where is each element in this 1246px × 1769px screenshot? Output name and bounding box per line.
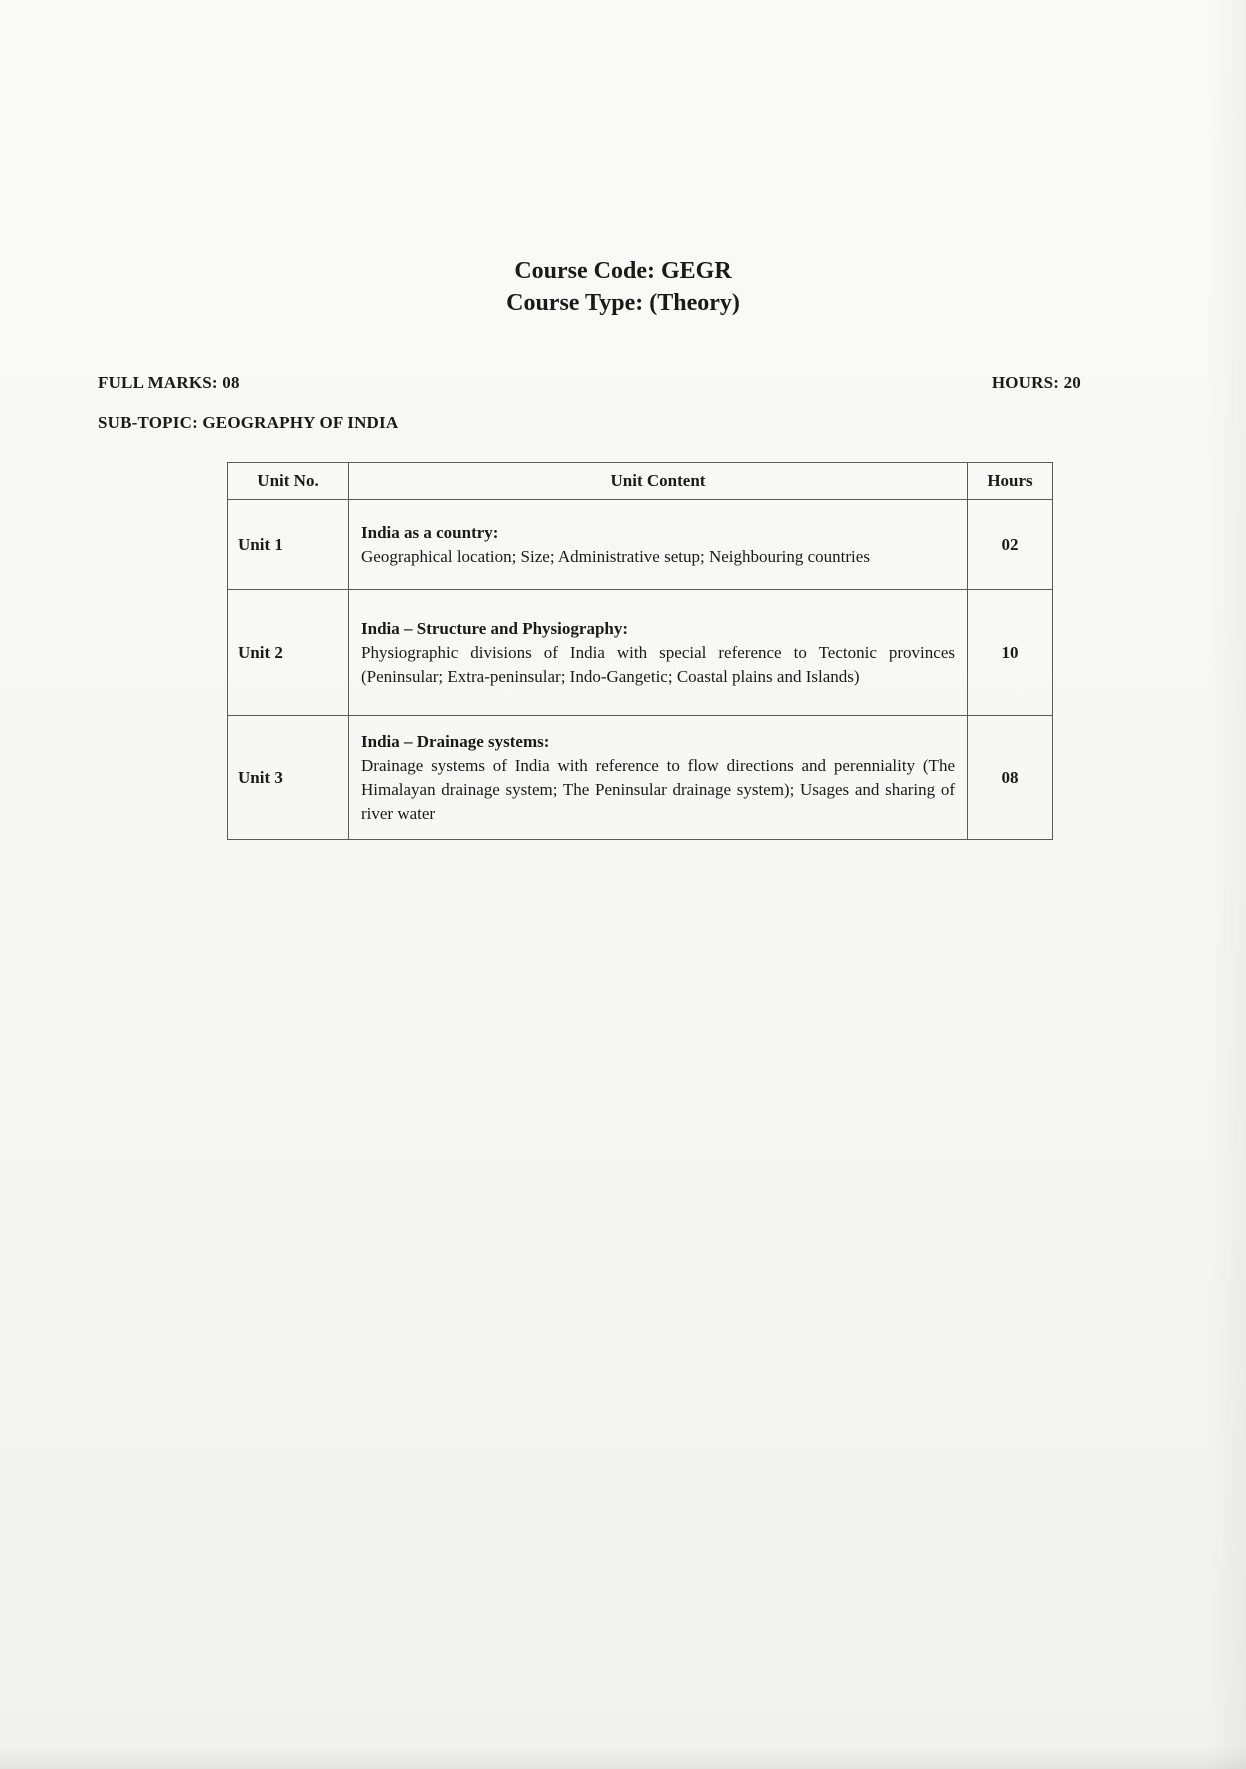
unit-content-title: India – Structure and Physiography:: [361, 618, 629, 638]
full-marks: FULL MARKS: 08: [98, 373, 240, 392]
unit-number: Unit 2: [228, 590, 349, 716]
table-row: [228, 500, 1053, 590]
course-title-block: [0, 255, 1246, 319]
total-hours: HOURS: 20: [991, 373, 1081, 392]
header-unit-content: Unit Content: [349, 463, 968, 500]
scan-edge-shadow-bottom: [0, 1747, 1246, 1769]
unit-content-title: India as a country:: [361, 522, 499, 542]
table-row: [228, 590, 1053, 716]
unit-content-description: Physiographic divisions of India with special reference to Tectonic provinces (Peninsular; Extra-peninsular; Indo-Gangetic; Coastal plains and Islands): [361, 642, 955, 686]
unit-number: Unit 3: [228, 716, 349, 840]
sub-topic: SUB-TOPIC: GEOGRAPHY OF INDIA: [98, 413, 399, 432]
unit-hours: 10: [968, 590, 1053, 716]
unit-number: Unit 1: [228, 500, 349, 590]
unit-content-description: Geographical location; Size; Administrative setup; Neighbouring countries: [361, 546, 870, 566]
unit-table: [227, 462, 1053, 840]
unit-content: [349, 716, 968, 840]
unit-hours: 02: [968, 500, 1053, 590]
unit-content: [349, 500, 968, 590]
course-type: Course Type: (Theory): [506, 290, 740, 316]
header-hours: Hours: [968, 463, 1053, 500]
unit-content-description: Drainage systems of India with reference to flow directions and perenniality (The Himalayan drainage system; The Peninsular drainage system); Usages and sharing of river water: [361, 755, 955, 823]
table-row: [228, 716, 1053, 840]
table-header-row: [228, 463, 1053, 500]
unit-content: [349, 590, 968, 716]
scan-edge-shadow-right: [1206, 0, 1246, 1769]
header-unit-no: Unit No.: [228, 463, 349, 500]
unit-hours: 08: [968, 716, 1053, 840]
unit-content-title: India – Drainage systems:: [361, 731, 550, 751]
course-code: Course Code: GEGR: [514, 258, 732, 284]
